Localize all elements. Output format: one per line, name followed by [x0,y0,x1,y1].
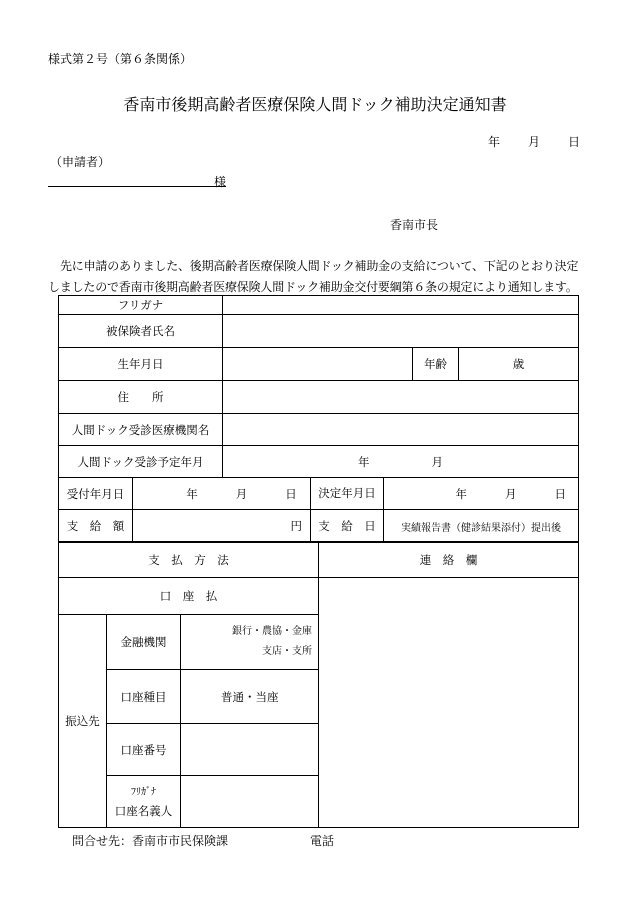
decision-year: 年 [455,486,467,501]
age-cell [413,348,579,381]
financial-institution-label: 金融機関 [107,615,181,670]
date-day: 日 [568,135,581,149]
account-type-field[interactable]: 普通・当座 [181,670,319,724]
date-year: 年 [488,135,501,149]
account-number-label: 口座番号 [107,724,181,776]
dock-institution-field[interactable] [223,414,579,446]
insured-name-field[interactable] [223,315,579,348]
inquiry-contact: 問合せ先：香南市市民保険課 [72,834,229,848]
address-label: 住 所 [59,381,223,414]
address-field[interactable] [223,381,579,414]
mayor-signature: 香南市長 [390,218,439,232]
received-date-field[interactable] [133,478,311,510]
yen-unit: 円 [290,519,302,533]
decision-date-cell [311,478,579,510]
birth-date-field[interactable] [223,348,413,381]
phone-label: 電話 [310,834,335,848]
document-title: 香南市後期高齢者医療保険人間ドック補助決定通知書 [123,95,507,114]
fi-types: 銀行・農協・金庫 [232,626,313,637]
applicant-name-line [48,186,226,187]
birth-date-label: 生年月日 [59,348,223,381]
transfer-to-label: 振込先 [59,615,107,828]
payment-method-header: 支 払 方 法 [59,542,319,578]
payment-date-value: 実績報告書（健診結果添付）提出後 [401,522,561,534]
application-table [58,295,579,543]
account-number-field[interactable] [181,724,319,776]
payment-amount-label: 支 給 額 [59,510,133,543]
received-month: 月 [235,486,248,501]
received-day: 日 [285,486,297,501]
age-unit: 歳 [512,357,525,371]
account-holder-field[interactable] [181,776,319,828]
intro-text: 先に申請のありました、後期高齢者医療保険人間ドック補助金の支給について、下記のとおり決定しましたので香南市後期高齢者医療保険人間ドック補助金交付要綱第６条の規定により通知します。 [48,259,579,294]
account-transfer-label: 口 座 払 [59,578,319,615]
account-type-label: 口座種目 [107,670,181,724]
applicant-label: （申請者） [50,155,111,169]
dock-schedule-year: 年 [358,454,370,469]
kana-label: ﾌﾘｶﾞﾅ [131,786,156,798]
honorific-sama: 様 [214,175,227,189]
financial-institution-field[interactable] [181,615,319,670]
received-year: 年 [186,486,198,501]
payment-date-label: 支 給 日 [311,510,384,542]
furigana-label: フリガナ [59,296,223,315]
payment-table [58,541,579,828]
age-label: 年齢 [413,348,459,380]
furigana-field[interactable] [223,296,579,315]
decision-day: 日 [554,486,566,501]
dock-schedule-field[interactable] [223,446,579,478]
insured-name-label: 被保険者氏名 [59,315,223,348]
account-holder-label-cell [107,776,181,828]
dock-schedule-month: 月 [431,454,443,469]
form-number: 様式第２号（第６条関係） [48,52,193,66]
account-holder-label: 口座名義人 [114,803,173,818]
decision-date-label: 決定年月日 [311,478,384,509]
issue-date [488,133,580,150]
payment-amount-field[interactable] [133,510,311,543]
payment-date-cell [311,510,579,543]
date-month: 月 [528,135,541,149]
fi-branch: 支店・支所 [262,646,313,657]
decision-month: 月 [505,486,517,501]
decision-date-field[interactable] [384,486,578,502]
dock-schedule-label: 人間ドック受診予定年月 [59,446,223,478]
dock-institution-label: 人間ドック受診医療機関名 [59,414,223,446]
received-date-label: 受付年月日 [59,478,133,510]
contact-column-field[interactable] [319,578,579,828]
contact-column-header: 連 絡 欄 [319,542,579,578]
